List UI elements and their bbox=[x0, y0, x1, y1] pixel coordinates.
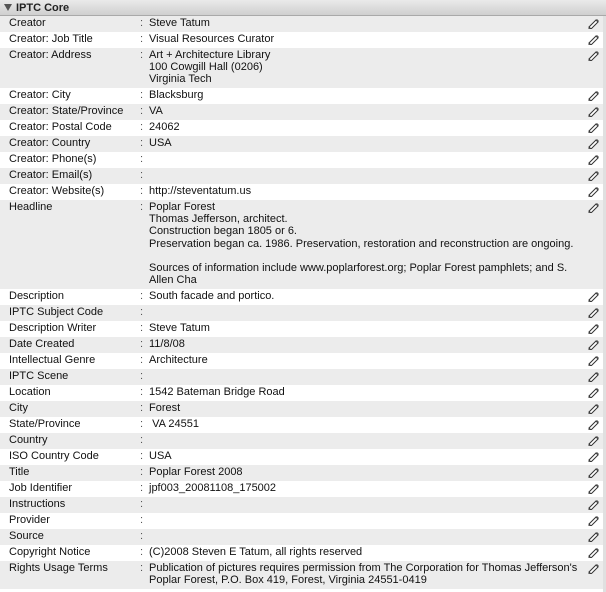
pencil-icon[interactable] bbox=[587, 499, 600, 510]
pencil-icon[interactable] bbox=[587, 323, 600, 334]
field-separator: : bbox=[140, 450, 144, 462]
metadata-row bbox=[0, 481, 606, 497]
field-label: Creator: Email(s) bbox=[9, 169, 93, 181]
field-separator: : bbox=[140, 185, 144, 197]
pencil-icon[interactable] bbox=[587, 483, 600, 494]
field-label: Job Identifier bbox=[9, 482, 72, 494]
metadata-row bbox=[0, 513, 606, 529]
metadata-row bbox=[0, 184, 606, 200]
field-value[interactable]: http://steventatum.us bbox=[149, 185, 252, 197]
field-label: Date Created bbox=[9, 338, 75, 350]
field-label: Creator: Country bbox=[9, 137, 91, 149]
metadata-row bbox=[0, 369, 606, 385]
metadata-row bbox=[0, 337, 606, 353]
pencil-icon[interactable] bbox=[587, 122, 600, 133]
field-separator: : bbox=[140, 370, 144, 382]
field-label: Intellectual Genre bbox=[9, 354, 96, 366]
field-separator: : bbox=[140, 290, 144, 302]
metadata-row bbox=[0, 401, 606, 417]
field-value[interactable]: South facade and portico. bbox=[149, 290, 275, 302]
pencil-icon[interactable] bbox=[587, 307, 600, 318]
field-separator: : bbox=[140, 121, 144, 133]
field-separator: : bbox=[140, 306, 144, 318]
field-separator: : bbox=[140, 466, 144, 478]
pencil-icon[interactable] bbox=[587, 154, 600, 165]
field-separator: : bbox=[140, 418, 144, 430]
field-value[interactable]: 24062 bbox=[149, 121, 180, 133]
field-label: Creator: State/Province bbox=[9, 105, 124, 117]
field-separator: : bbox=[140, 49, 144, 61]
field-value[interactable]: Art + Architecture Library 100 Cowgill Hall (0206) Virginia Tech bbox=[149, 49, 271, 86]
field-label: Description bbox=[9, 290, 65, 302]
metadata-row bbox=[0, 529, 606, 545]
field-separator: : bbox=[140, 169, 144, 181]
field-separator: : bbox=[140, 386, 144, 398]
disclosure-triangle-icon[interactable] bbox=[4, 4, 12, 11]
metadata-row bbox=[0, 449, 606, 465]
field-value[interactable]: Architecture bbox=[149, 354, 208, 366]
field-separator: : bbox=[140, 434, 144, 446]
pencil-icon[interactable] bbox=[587, 138, 600, 149]
metadata-row bbox=[0, 545, 606, 561]
field-label: Creator: Address bbox=[9, 49, 92, 61]
pencil-icon[interactable] bbox=[587, 419, 600, 430]
field-separator: : bbox=[140, 338, 144, 350]
field-value[interactable]: Poplar Forest 2008 bbox=[149, 466, 243, 478]
metadata-row bbox=[0, 16, 606, 32]
field-label: ISO Country Code bbox=[9, 450, 99, 462]
field-separator: : bbox=[140, 546, 144, 558]
field-label: Instructions bbox=[9, 498, 66, 510]
field-separator: : bbox=[140, 562, 144, 574]
metadata-row bbox=[0, 321, 606, 337]
pencil-icon[interactable] bbox=[587, 547, 600, 558]
field-value[interactable]: USA bbox=[149, 450, 172, 462]
field-label: Creator: Website(s) bbox=[9, 185, 105, 197]
pencil-icon[interactable] bbox=[587, 451, 600, 462]
field-value[interactable]: VA bbox=[149, 105, 163, 117]
field-separator: : bbox=[140, 201, 144, 213]
pencil-icon[interactable] bbox=[587, 202, 600, 213]
field-label: State/Province bbox=[9, 418, 81, 430]
pencil-icon[interactable] bbox=[587, 563, 600, 574]
section-header[interactable] bbox=[0, 0, 606, 16]
field-label: Title bbox=[9, 466, 30, 478]
field-separator: : bbox=[140, 105, 144, 117]
field-separator: : bbox=[140, 482, 144, 494]
metadata-row bbox=[0, 465, 606, 481]
field-value[interactable]: VA 24551 bbox=[149, 418, 199, 430]
pencil-icon[interactable] bbox=[587, 170, 600, 181]
metadata-row bbox=[0, 32, 606, 48]
pencil-icon[interactable] bbox=[587, 515, 600, 526]
metadata-row bbox=[0, 120, 606, 136]
pencil-icon[interactable] bbox=[587, 403, 600, 414]
field-label: Rights Usage Terms bbox=[9, 562, 108, 574]
metadata-row bbox=[0, 433, 606, 449]
metadata-row bbox=[0, 497, 606, 513]
section-title: IPTC Core bbox=[16, 1, 70, 14]
metadata-row bbox=[0, 385, 606, 401]
metadata-row bbox=[0, 353, 606, 369]
field-separator: : bbox=[140, 17, 144, 29]
metadata-row bbox=[0, 104, 606, 120]
pencil-icon[interactable] bbox=[587, 467, 600, 478]
field-label: Headline bbox=[9, 201, 53, 213]
field-value[interactable]: 1542 Bateman Bridge Road bbox=[149, 386, 285, 398]
pencil-icon[interactable] bbox=[587, 106, 600, 117]
field-separator: : bbox=[140, 322, 144, 334]
metadata-row bbox=[0, 305, 606, 321]
field-value[interactable]: Steve Tatum bbox=[149, 17, 210, 29]
field-value[interactable]: jpf003_20081108_175002 bbox=[149, 482, 277, 494]
metadata-row bbox=[0, 136, 606, 152]
pencil-icon[interactable] bbox=[587, 531, 600, 542]
field-separator: : bbox=[140, 514, 144, 526]
metadata-row bbox=[0, 152, 606, 168]
pencil-icon[interactable] bbox=[587, 34, 600, 45]
field-separator: : bbox=[140, 137, 144, 149]
field-separator: : bbox=[140, 89, 144, 101]
field-label: IPTC Subject Code bbox=[9, 306, 104, 318]
field-value[interactable]: Blacksburg bbox=[149, 89, 204, 101]
field-separator: : bbox=[140, 354, 144, 366]
field-label: City bbox=[9, 402, 28, 414]
pencil-icon[interactable] bbox=[587, 371, 600, 382]
pencil-icon[interactable] bbox=[587, 90, 600, 101]
pencil-icon[interactable] bbox=[587, 355, 600, 366]
metadata-row bbox=[0, 417, 606, 433]
field-separator: : bbox=[140, 33, 144, 45]
field-label: Creator bbox=[9, 17, 46, 29]
field-label: IPTC Scene bbox=[9, 370, 69, 382]
field-label: Provider bbox=[9, 514, 50, 526]
field-separator: : bbox=[140, 498, 144, 510]
pencil-icon[interactable] bbox=[587, 186, 600, 197]
field-separator: : bbox=[140, 402, 144, 414]
field-value[interactable]: (C)2008 Steven E Tatum, all rights reserved bbox=[149, 546, 363, 558]
pencil-icon[interactable] bbox=[587, 18, 600, 29]
pencil-icon[interactable] bbox=[587, 291, 600, 302]
field-label: Creator: Phone(s) bbox=[9, 153, 97, 165]
field-value[interactable]: Visual Resources Curator bbox=[149, 33, 275, 45]
field-label: Creator: Postal Code bbox=[9, 121, 112, 133]
field-label: Description Writer bbox=[9, 322, 97, 334]
field-label: Country bbox=[9, 434, 48, 446]
field-label: Creator: City bbox=[9, 89, 71, 101]
metadata-row bbox=[0, 200, 606, 289]
field-list bbox=[0, 16, 606, 589]
metadata-row bbox=[0, 88, 606, 104]
field-label: Source bbox=[9, 530, 44, 542]
field-label: Copyright Notice bbox=[9, 546, 91, 558]
pencil-icon[interactable] bbox=[587, 339, 600, 350]
metadata-row bbox=[0, 561, 606, 589]
metadata-row bbox=[0, 168, 606, 184]
field-value[interactable]: 11/8/08 bbox=[149, 338, 185, 350]
metadata-row bbox=[0, 48, 606, 88]
field-value[interactable]: USA bbox=[149, 137, 172, 149]
pencil-icon[interactable] bbox=[587, 387, 600, 398]
field-value[interactable]: Forest bbox=[149, 402, 181, 414]
field-label: Location bbox=[9, 386, 51, 398]
field-label: Creator: Job Title bbox=[9, 33, 93, 45]
field-separator: : bbox=[140, 530, 144, 542]
metadata-row bbox=[0, 289, 606, 305]
field-separator: : bbox=[140, 153, 144, 165]
field-value[interactable]: Steve Tatum bbox=[149, 322, 210, 334]
pencil-icon[interactable] bbox=[587, 435, 600, 446]
pencil-icon[interactable] bbox=[587, 50, 600, 61]
field-value[interactable]: Poplar Forest Thomas Jefferson, architect. Construction began 1805 or 6. Preservation began ca. 1986. Preservation, restoration and reconstruction are ongoing. Sources of information include www.poplarforest.org; Poplar Forest pamphlets; and S. Allen Cha bbox=[149, 201, 574, 287]
field-value[interactable]: Publication of pictures requires permission from The Corporation for Thomas Jefferson's Poplar Forest, P.O. Box 419, Forest, Virginia 24551-0419 bbox=[149, 562, 578, 587]
